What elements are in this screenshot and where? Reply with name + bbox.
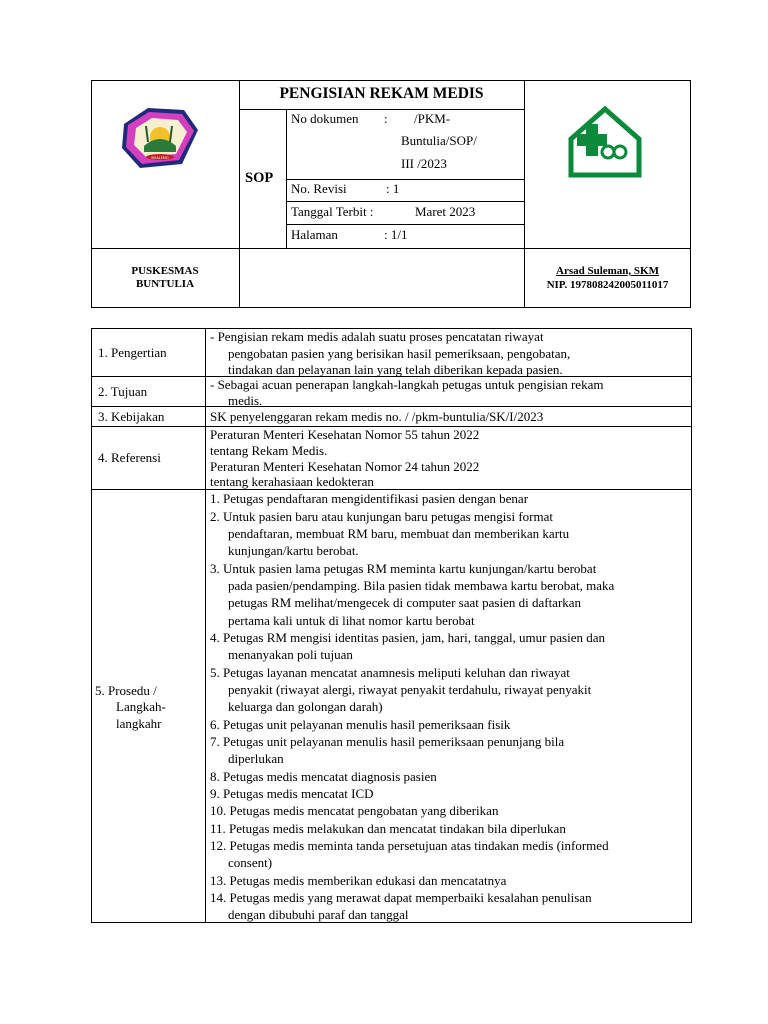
- section-label-prosedur-3: langkahr: [116, 716, 162, 731]
- prosedur-line: 7. Petugas unit pelayanan menulis hasil pemeriksaan penunjang bila: [210, 734, 565, 749]
- prosedur-line: diperlukan: [228, 751, 284, 766]
- org-name-line1: PUSKESMAS: [131, 265, 199, 277]
- pengertian-line: - Pengisian rekam medis adalah suatu proses pencatatan riwayat: [210, 329, 544, 344]
- referensi-line: Peraturan Menteri Kesehatan Nomor 55 tahun 2022: [210, 427, 480, 442]
- no-revisi-label: No. Revisi: [291, 181, 347, 196]
- halaman-value: : 1/1: [384, 227, 408, 242]
- prosedur-line: 14. Petugas medis yang merawat dapat memperbaiki kesalahan penulisan: [210, 890, 592, 905]
- prosedur-line: 11. Petugas medis melakukan dan mencatat tindakan bila diperlukan: [210, 821, 566, 836]
- tanggal-terbit-label: Tanggal Terbit :: [291, 204, 374, 219]
- section-label-referensi: 4. Referensi: [98, 450, 161, 465]
- referensi-line: Peraturan Menteri Kesehatan Nomor 24 tahun 2022: [210, 459, 480, 474]
- sop-label: SOP: [245, 170, 274, 186]
- prosedur-line: 8. Petugas medis mencatat diagnosis pasien: [210, 769, 437, 784]
- section-label-tujuan: 2. Tujuan: [98, 384, 148, 399]
- prosedur-line: 9. Petugas medis mencatat ICD: [210, 786, 374, 801]
- boalemo-logo: [118, 102, 202, 174]
- prosedur-line: keluarga dan golongan darah): [228, 699, 383, 714]
- tanggal-terbit-value: Maret 2023: [415, 204, 476, 219]
- tujuan-line: medis.: [228, 393, 263, 408]
- no-dokumen-label: No dokumen: [291, 111, 359, 126]
- prosedur-line: menanyakan poli tujuan: [228, 647, 353, 662]
- kebijakan-text: SK penyelenggaran rekam medis no. / /pkm-buntulia/SK/I/2023: [210, 409, 544, 424]
- prosedur-line: pada pasien/pendamping. Bila pasien tidak membawa kartu berobat, maka: [228, 578, 615, 593]
- prosedur-line: 1. Petugas pendaftaran mengidentifikasi pasien dengan benar: [210, 491, 529, 506]
- prosedur-line: kunjungan/kartu berobat.: [228, 543, 359, 558]
- document-title: PENGISIAN REKAM MEDIS: [279, 85, 484, 102]
- tujuan-line: - Sebagai acuan penerapan langkah-langkah petugas untuk pengisian rekam: [210, 377, 604, 392]
- no-revisi-value: : 1: [386, 181, 400, 196]
- prosedur-line: 12. Petugas medis meminta tanda persetujuan atas tindakan medis (informed: [210, 838, 609, 853]
- org-name-line2: BUNTULIA: [135, 278, 195, 290]
- prosedur-line: 5. Petugas layanan mencatat anamnesis meliputi keluhan dan riwayat: [210, 665, 570, 680]
- prosedur-line: 4. Petugas RM mengisi identitas pasien, jam, hari, tanggal, umur pasien dan: [210, 630, 605, 645]
- pengertian-line: pengobatan pasien yang berisikan hasil pemeriksaan, pengobatan,: [228, 346, 571, 361]
- signer-name: Arsad Suleman, SKM: [556, 265, 659, 277]
- referensi-line: tentang Rekam Medis.: [210, 443, 328, 458]
- prosedur-line: 3. Untuk pasien lama petugas RM meminta kartu kunjungan/kartu berobat: [210, 561, 597, 576]
- no-dokumen-value-2: Buntulia/SOP/: [401, 133, 477, 148]
- section-label-prosedur-1: 5. Prosedu /: [95, 683, 157, 698]
- prosedur-line: pertama kali untuk di lihat nomor kartu berobat: [228, 613, 475, 628]
- halaman-label: Halaman: [291, 227, 338, 242]
- kemenkes-logo: [568, 106, 642, 178]
- section-label-kebijakan: 3. Kebijakan: [98, 409, 165, 424]
- prosedur-line: pendaftaran, membuat RM baru, membuat dan memberikan kartu: [228, 526, 570, 541]
- signer-nip: NIP. 197808242005011017: [546, 279, 669, 291]
- section-label-pengertian: 1. Pengertian: [98, 345, 167, 360]
- no-dokumen-value-3: III /2023: [401, 156, 447, 171]
- no-dokumen-separator: :: [384, 111, 388, 126]
- prosedur-line: 13. Petugas medis memberikan edukasi dan mencatatnya: [210, 873, 507, 888]
- no-dokumen-value-1: /PKM-: [414, 111, 451, 126]
- prosedur-line: dengan dibubuhi paraf dan tanggal: [228, 907, 409, 922]
- prosedur-line: 6. Petugas unit pelayanan menulis hasil pemeriksaan fisik: [210, 717, 511, 732]
- section-label-prosedur-2: Langkah-: [116, 699, 166, 714]
- prosedur-line: 2. Untuk pasien baru atau kunjungan baru petugas mengisi format: [210, 509, 553, 524]
- prosedur-line: petugas RM melihat/mengecek di computer saat pasien di daftarkan: [228, 595, 582, 610]
- logo-text: BOALEMO: [151, 156, 169, 160]
- prosedur-line: consent): [228, 855, 273, 870]
- referensi-line: tentang kerahasiaan kedokteran: [210, 474, 374, 489]
- pengertian-line: tindakan dan pelayanan lain yang telah diberikan kepada pasien.: [228, 362, 563, 377]
- prosedur-line: penyakit (riwayat alergi, riwayat penyakit terdahulu, riwayat penyakit: [228, 682, 592, 697]
- prosedur-line: 10. Petugas medis mencatat pengobatan yang diberikan: [210, 803, 499, 818]
